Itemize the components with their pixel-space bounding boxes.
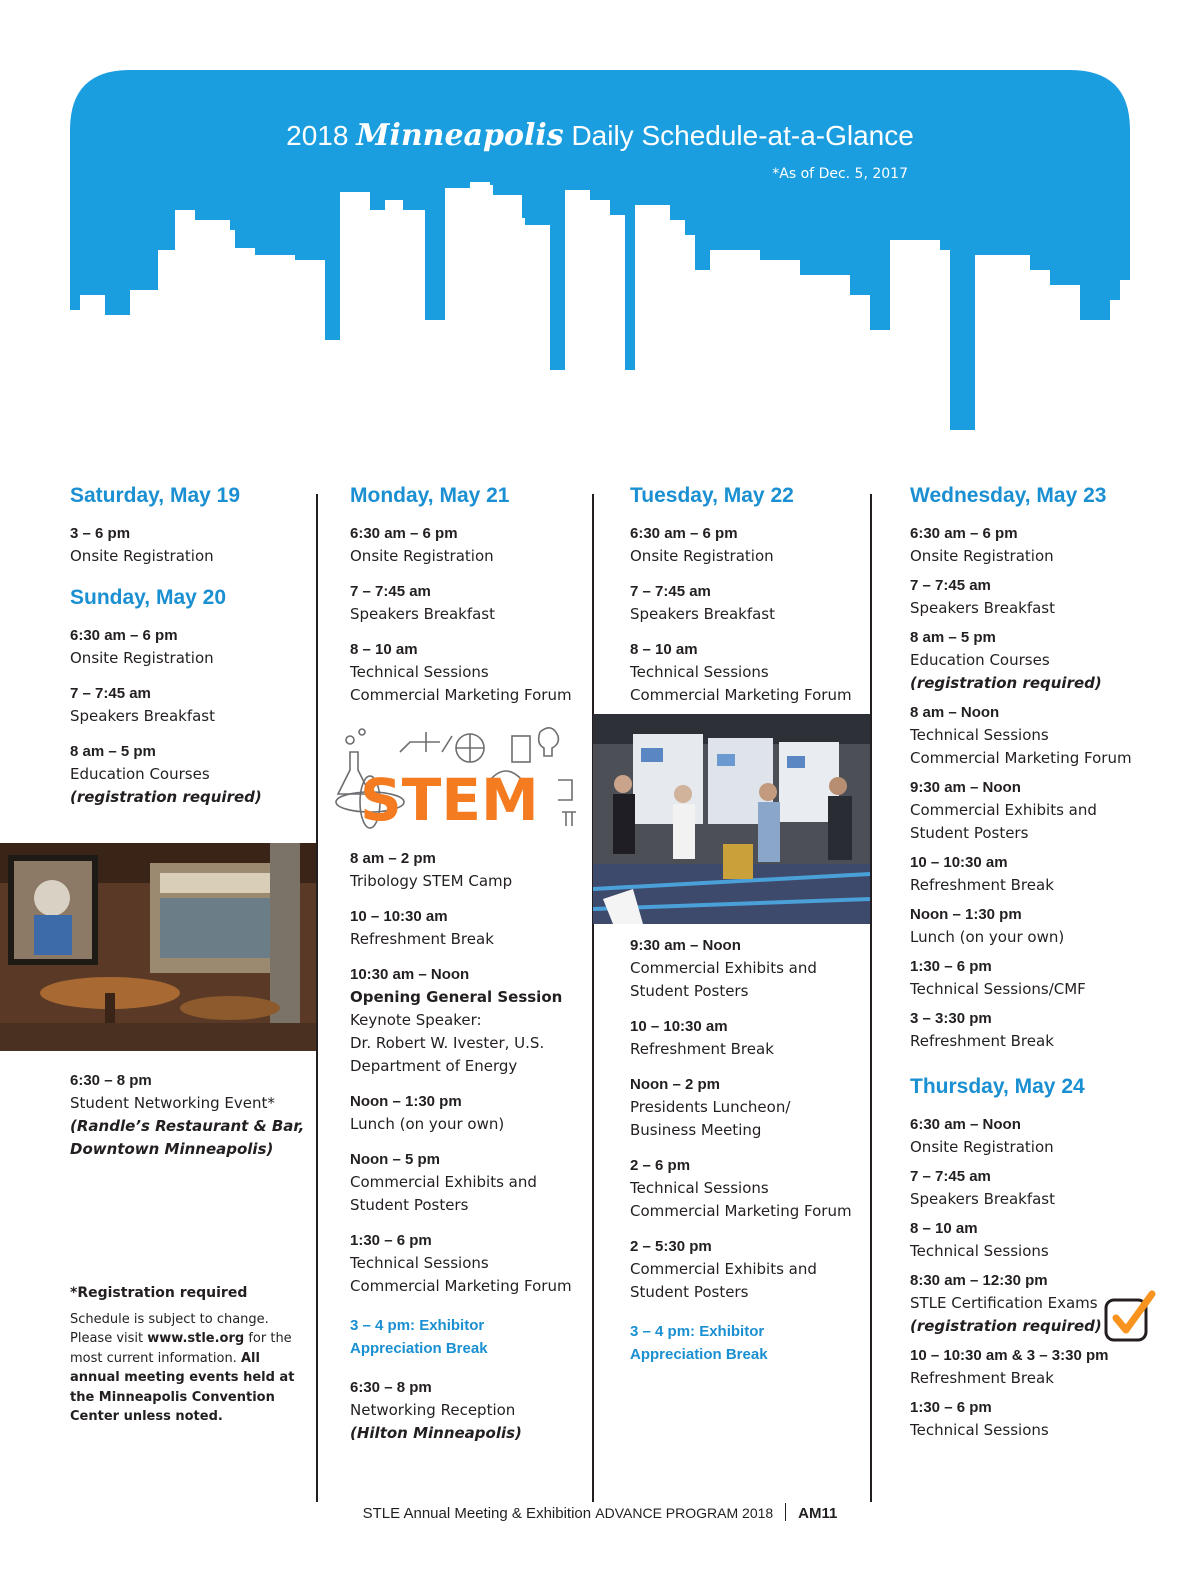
banner-as-of-date: *As of Dec. 5, 2017 [772,166,908,182]
event: 8 – 10 am Technical Sessions Commercial Marketing Forum [630,641,852,704]
column-tuesday-continued [630,934,880,1378]
highlight-event: 3 – 4 pm: Exhibitor Appreciation Break [350,1317,488,1357]
event: 8:30 am – 12:30 pm STLE Certification Exams (registration required) [910,1272,1102,1335]
column-weekend-evening [70,1069,315,1173]
event: 8 am – 2 pm Tribology STEM Camp [350,850,513,890]
day-heading: Tuesday, May 22 [630,484,794,507]
header-banner [70,70,1130,440]
event: 7 – 7:45 am Speakers Breakfast [350,583,495,623]
event: 8 am – 5 pm Education Courses (registration required) [910,629,1102,692]
event: 6:30 am – 6 pm Onsite Registration [910,525,1054,565]
footnote: *Registration required Schedule is subject to change. Please visit www.stle.org for the most current information. All annual meeting events held at the Minneapolis Convention Center unless noted. [70,1285,295,1424]
event: 6:30 am – 6 pm Onsite Registration [70,627,214,667]
day-heading: Thursday, May 24 [910,1075,1085,1098]
event: 2 – 6 pm Technical Sessions Commercial Marketing Forum [630,1157,852,1220]
stem-logo-icon [330,722,580,834]
event: 10 – 10:30 am & 3 – 3:30 pm Refreshment Break [910,1347,1109,1387]
website-link[interactable]: www.stle.org [147,1331,245,1346]
event: 8 am – 5 pm Education Courses (registration required) [70,743,262,806]
event: Noon – 5 pm Commercial Exhibits and Student Posters [350,1151,537,1214]
event: 6:30 am – Noon Onsite Registration [910,1116,1054,1156]
event: 9:30 am – Noon Commercial Exhibits and Student Posters [630,937,817,1000]
event: 1:30 – 6 pm Technical Sessions/CMF [910,958,1086,998]
event: 7 – 7:45 am Speakers Breakfast [910,1168,1055,1208]
event: 10 – 10:30 am Refreshment Break [910,854,1054,894]
event: 2 – 5:30 pm Commercial Exhibits and Student Posters [630,1238,817,1301]
column-tuesday [630,484,880,719]
highlight-event: 3 – 4 pm: Exhibitor Appreciation Break [630,1323,768,1363]
column-weekend [70,484,315,821]
event: 3 – 3:30 pm Refreshment Break [910,1010,1054,1050]
event: 1:30 – 6 pm Technical Sessions Commercial Marketing Forum [350,1232,572,1295]
event: 6:30 – 8 pm Networking Reception (Hilton Minneapolis) [350,1379,522,1442]
event: Noon – 1:30 pm Lunch (on your own) [910,906,1065,946]
footer-separator [785,1503,786,1521]
day-block [70,484,315,568]
day-heading: Sunday, May 20 [70,586,227,609]
event: 3 – 6 pm Onsite Registration [70,525,214,565]
event: Noon – 2 pm Presidents Luncheon/ Business Meeting [630,1076,791,1139]
event: 10 – 10:30 am Refreshment Break [630,1018,774,1058]
day-heading: Saturday, May 19 [70,484,241,507]
page-footer: STLE Annual Meeting & Exhibition ADVANCE PROGRAM 2018 AM11 [362,1505,838,1522]
event: 10 – 10:30 am Refreshment Break [350,908,494,948]
event: 8 – 10 am Technical Sessions Commercial Marketing Forum [350,641,572,704]
column-monday [350,484,595,719]
event: 6:30 am – 6 pm Onsite Registration [350,525,494,565]
day-block [70,586,315,809]
column-divider [316,494,318,1502]
banner-title-city: Minneapolis [356,118,564,153]
event: 7 – 7:45 am Speakers Breakfast [910,577,1055,617]
day-heading: Wednesday, May 23 [910,484,1107,507]
restaurant-photo [0,843,316,1051]
event: 9:30 am – Noon Commercial Exhibits and Student Posters [910,779,1097,842]
event: 7 – 7:45 am Speakers Breakfast [70,685,215,725]
event: 6:30 – 8 pm Student Networking Event* (Randle’s Restaurant & Bar, Downtown Minneapolis) [70,1072,305,1158]
event: 10:30 am – Noon Opening General Session Keynote Speaker: Dr. Robert W. Ivester, U.S. Department of Energy [350,966,563,1075]
page-number: AM11 [798,1505,838,1522]
stem-logo-text: STEM [360,766,539,834]
day-heading: Monday, May 21 [350,484,510,507]
event: Noon – 1:30 pm Lunch (on your own) [350,1093,505,1133]
event: 6:30 am – 6 pm Onsite Registration [630,525,774,565]
column-monday-continued [350,847,595,1457]
event: 8 am – Noon Technical Sessions Commercial Marketing Forum [910,704,1132,767]
checkmark-icon [1102,1290,1158,1350]
banner-title: 2018 Minneapolis Daily Schedule-at-a-Glance [286,118,914,153]
event: 7 – 7:45 am Speakers Breakfast [630,583,775,623]
event: 1:30 – 6 pm Technical Sessions [910,1399,1049,1439]
poster-session-photo [593,714,870,924]
event: 8 – 10 am Technical Sessions [910,1220,1049,1260]
